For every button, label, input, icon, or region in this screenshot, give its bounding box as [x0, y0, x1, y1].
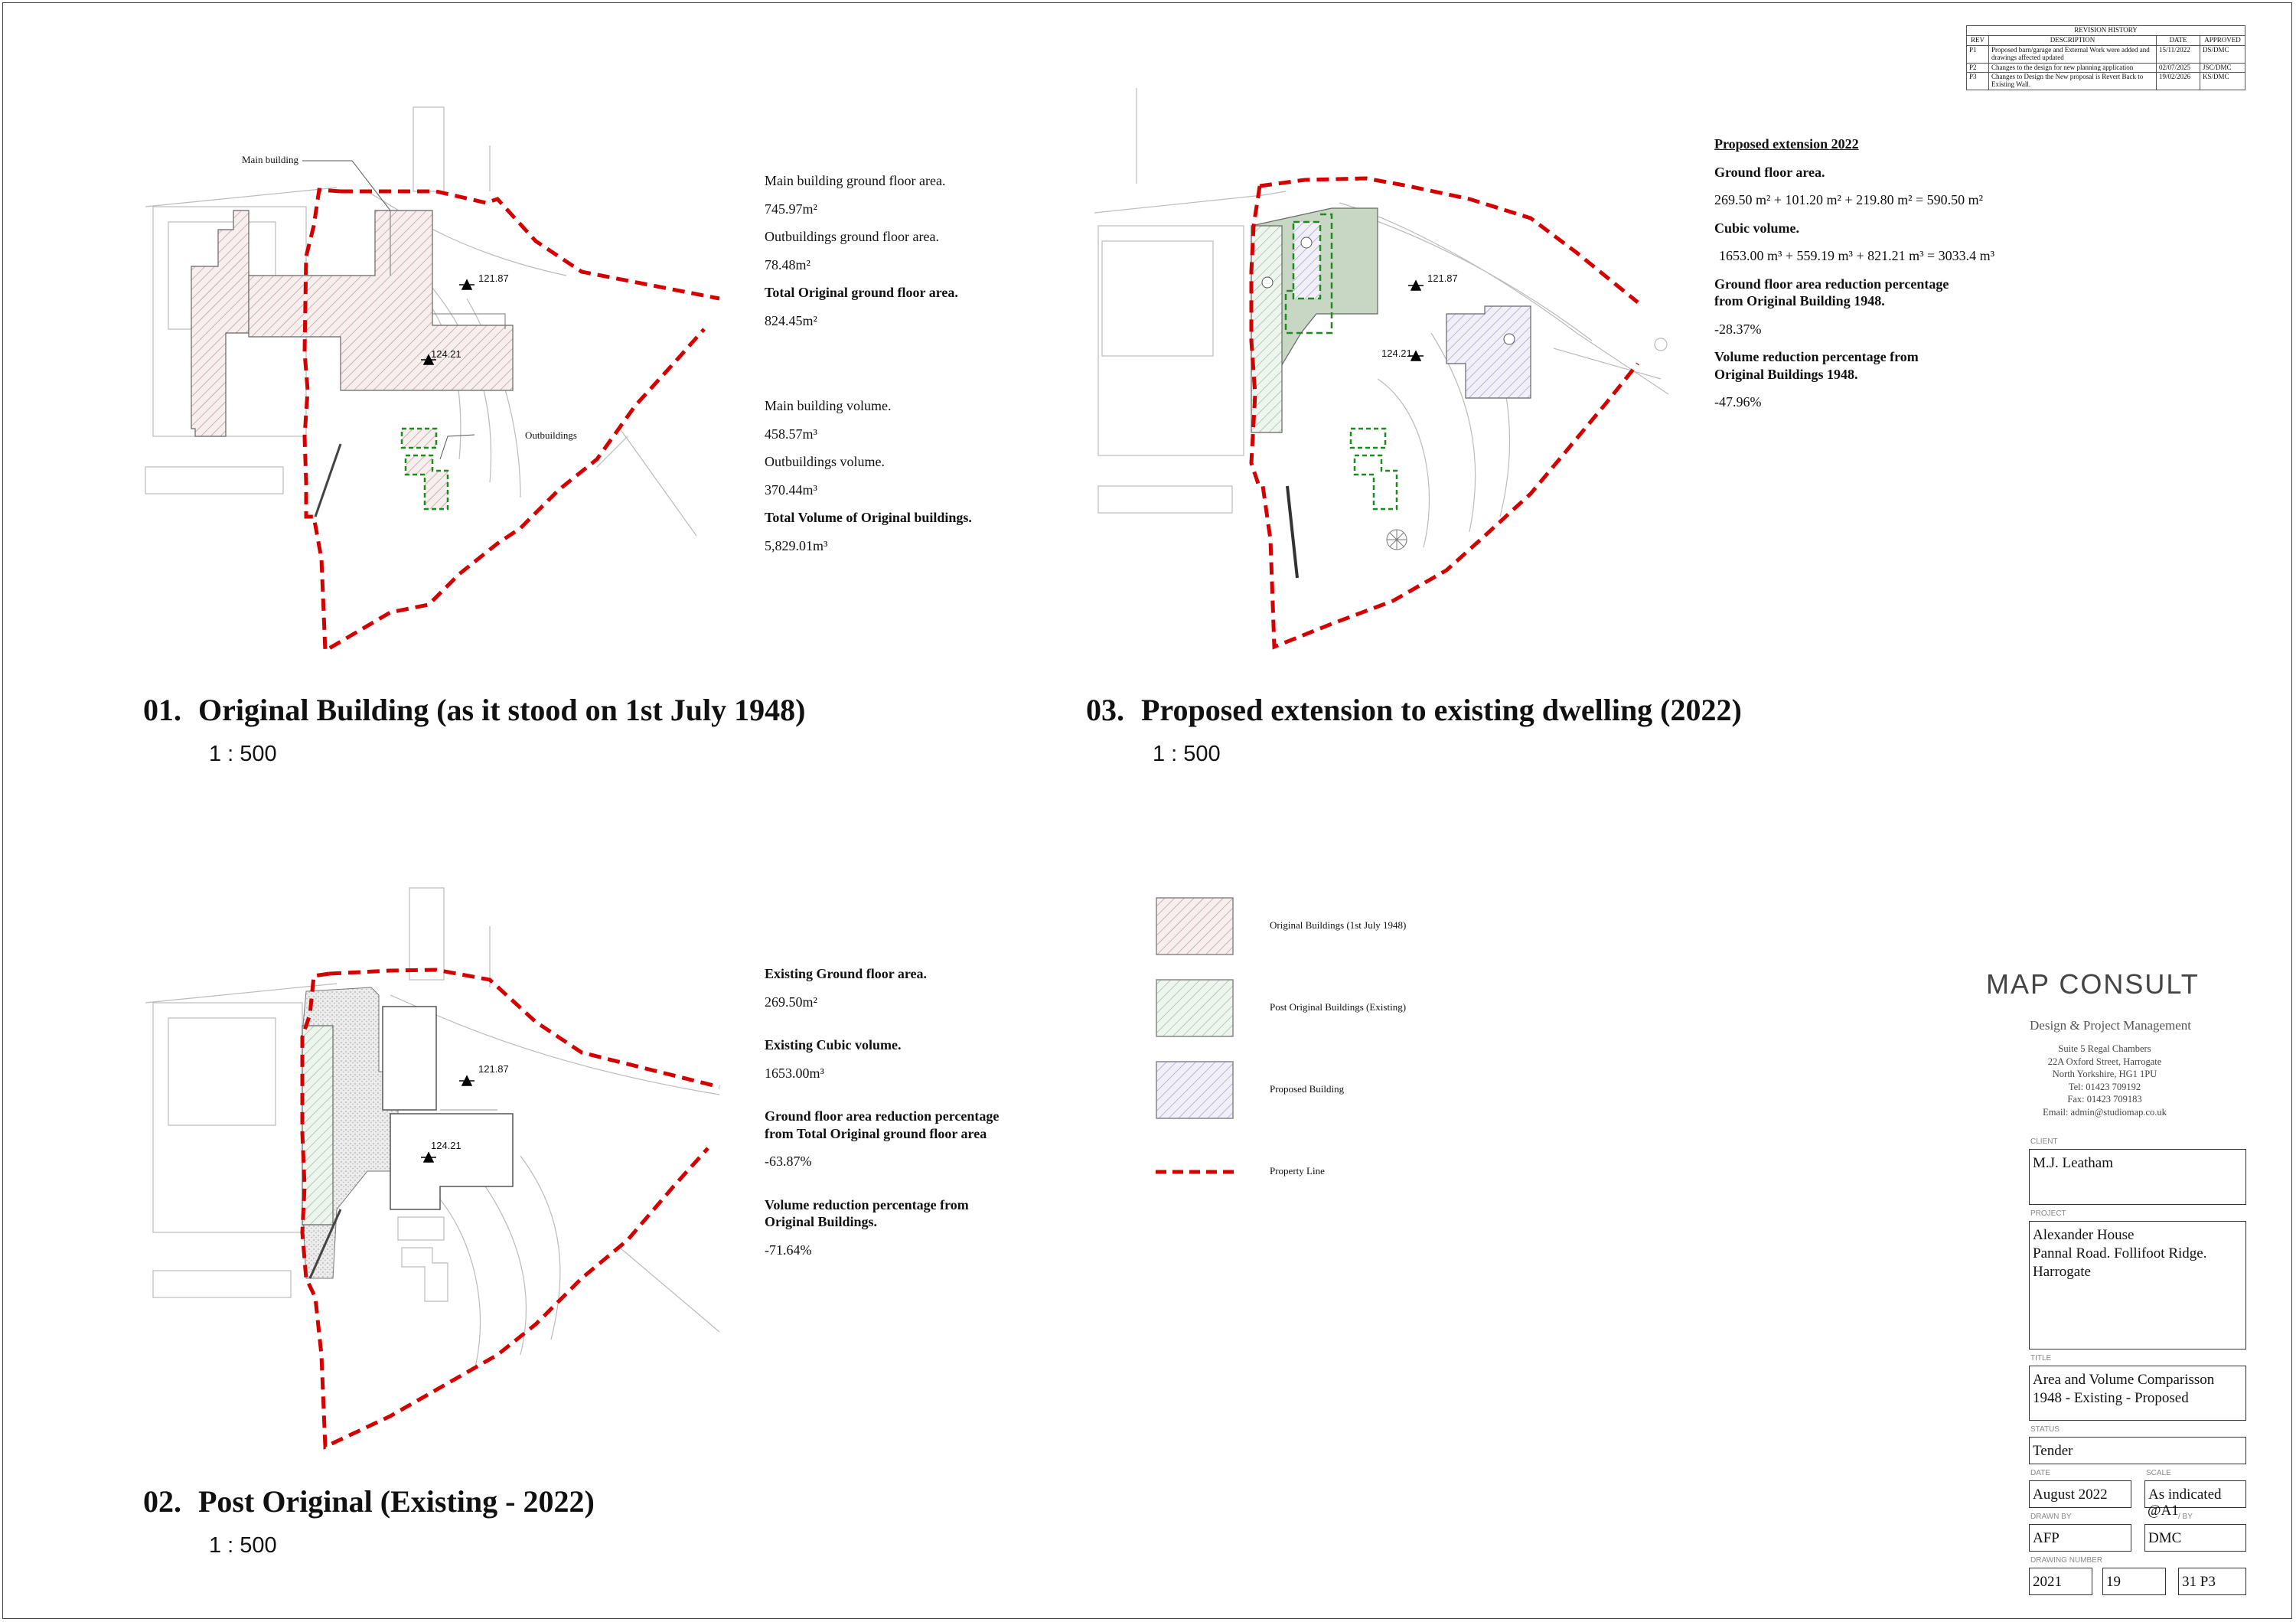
view-number: 02. [143, 1484, 181, 1519]
project-line: Alexander House [2033, 1227, 2135, 1243]
revision-row [1967, 45, 2245, 63]
client-caption: CLIENT [2030, 1137, 2058, 1146]
revision-description: Changes to Design the New proposal is Revert Back to Existing Wall. [1989, 73, 2157, 90]
company-subtitle: Design & Project Management [2030, 1018, 2192, 1033]
checked-by-caption: / BY [2178, 1513, 2193, 1521]
note-label: Total Volume of Original buildings. [765, 510, 972, 525]
legend-swatches [1156, 897, 1235, 1127]
spot-level-121-87: 121.87 [1427, 273, 1458, 284]
drawing-title-line: Area and Volume Comparisson [2033, 1372, 2215, 1388]
note-value: -63.87% [765, 1154, 812, 1169]
revision-row [1967, 63, 2245, 73]
note-value: -71.64% [765, 1242, 812, 1258]
scale-sheet-size: @A1 [2148, 1503, 2179, 1519]
marker-a-icon [1262, 277, 1273, 288]
legend-swatch-post-original [1156, 980, 1233, 1036]
note-label: Ground floor area. [1714, 164, 1825, 180]
note-label: Cubic volume. [1714, 220, 1800, 236]
note-value: 78.48m² [765, 256, 810, 273]
revision-description: Proposed barn/garage and External Work were added and drawings affected updated [1989, 45, 2157, 63]
date-caption: DATE [2030, 1469, 2050, 1477]
site-plan-existing-2022 [138, 880, 735, 1462]
revision-date: 02/07/2025 [2157, 63, 2200, 73]
view03-notes [1714, 135, 2020, 422]
spot-level-124-21: 124.21 [431, 348, 461, 360]
main-building-east-wing [249, 211, 513, 390]
note-label: Outbuildings volume. [765, 454, 885, 469]
address-line: 22A Oxford Street, Harrogate [2047, 1056, 2162, 1067]
note-label: Total Original ground floor area. [765, 285, 958, 300]
existing-east-block [383, 1007, 436, 1110]
drawing-title-line: 1948 - Existing - Proposed [2033, 1389, 2189, 1406]
project-line: Pannal Road. Follifoot Ridge. [2033, 1245, 2207, 1261]
note-label: from Total Original ground floor area [765, 1125, 987, 1141]
date-header: DATE [2157, 35, 2200, 45]
note-label: Ground floor area reduction percentage [765, 1108, 1000, 1124]
legend-property-line-swatch [1156, 1167, 1235, 1177]
note-value: 1653.00m³ [765, 1065, 824, 1081]
note-value: 824.45m² [765, 312, 817, 328]
revision-date: 15/11/2022 [2157, 45, 2200, 63]
view-number: 01. [143, 693, 181, 727]
note-label: Original Buildings 1948. [1714, 366, 1858, 382]
main-building-west-wing [191, 211, 249, 436]
legend-label-proposed: Proposed Building [1270, 1083, 1345, 1095]
outbuilding-2 [1355, 455, 1397, 509]
legend-swatch-original [1156, 898, 1233, 955]
drawing-number-part: 31 P3 [2182, 1574, 2216, 1590]
existing-south-block [390, 1114, 513, 1209]
label-outbuildings: Outbuildings [525, 429, 577, 441]
label-main-building: Main building [242, 154, 299, 165]
drawing-number-series [2102, 1568, 2166, 1595]
note-label: Existing Cubic volume. [765, 1037, 902, 1053]
tree-symbol [1387, 530, 1407, 550]
address-line: Suite 5 Regal Chambers [2058, 1043, 2151, 1054]
view02-title [143, 1483, 595, 1519]
view03-title [1086, 692, 1742, 728]
note-heading: Proposed extension 2022 [1714, 136, 1859, 152]
company-logo: MAP CONSULT [1986, 968, 2200, 1000]
leader-line [302, 161, 390, 211]
revision-date: 19/02/2026 [2157, 73, 2200, 90]
client-field [2029, 1149, 2246, 1205]
revision-history-title: REVISION HISTORY [1967, 26, 2245, 36]
proposed-building [1446, 306, 1531, 398]
revision-approved: JSC/DMC [2200, 63, 2245, 73]
status-caption: STATUS [2030, 1425, 2060, 1434]
scale-value: As indicated [2148, 1487, 2222, 1503]
note-value: 5,829.01m³ [765, 537, 828, 553]
leader-line [440, 435, 475, 459]
address-line: North Yorkshire, HG1 1PU [2052, 1069, 2157, 1079]
note-label: from Original Building 1948. [1714, 293, 1885, 308]
note-label: Outbuildings ground floor area. [765, 229, 939, 244]
note-label: Main building volume. [765, 398, 892, 413]
status-value: Tender [2033, 1443, 2073, 1459]
note-value: 745.97m² [765, 201, 817, 217]
outbuilding-1 [1351, 429, 1385, 448]
note-value: 458.57m³ [765, 426, 817, 442]
view02-notes [765, 965, 1071, 1269]
revision-approved: DS/DMC [2200, 45, 2245, 63]
drawing-number-project [2029, 1568, 2092, 1595]
view01-volume-notes [765, 397, 1032, 565]
project-field [2029, 1221, 2246, 1349]
drawing-title-field [2029, 1366, 2246, 1421]
note-value: 1653.00 m³ + 559.19 m³ + 821.21 m³ = 3033.4 m³ [1719, 248, 1995, 263]
client-value: M.J. Leatham [2033, 1155, 2114, 1171]
view01-area-notes [765, 172, 1032, 340]
view03-scale: 1 : 500 [1153, 742, 1221, 766]
project-caption: PROJECT [2030, 1209, 2066, 1218]
status-field [2029, 1437, 2246, 1464]
note-label: Existing Ground floor area. [765, 966, 928, 981]
note-value: 269.50m² [765, 994, 817, 1010]
spot-level-121-87: 121.87 [478, 1063, 509, 1075]
date-value: August 2022 [2033, 1487, 2108, 1503]
note-label: Volume reduction percentage from [1714, 349, 1919, 364]
revision-rev: P2 [1967, 63, 1989, 73]
address-line: Email: admin@studiomap.co.uk [2043, 1106, 2167, 1118]
revision-history-table [1966, 25, 2245, 90]
marker-c-icon [1504, 334, 1515, 344]
proposed-link-block [1293, 222, 1320, 299]
note-label: Main building ground floor area. [765, 173, 946, 188]
legend-swatch-proposed [1156, 1062, 1233, 1118]
outbuilding-2 [406, 455, 448, 509]
drawn-by-caption: DRAWN BY [2030, 1513, 2072, 1521]
note-value: -28.37% [1714, 321, 1762, 337]
note-value: 269.50 m² + 101.20 m² + 219.80 m² = 590.50 m² [1714, 192, 1984, 207]
site-plan-original-1948 [138, 100, 735, 666]
rev-header: REV [1967, 35, 1989, 45]
view01-title [143, 692, 805, 728]
view-title-text: Post Original (Existing - 2022) [198, 1484, 595, 1519]
spot-level-124-21: 124.21 [1381, 348, 1412, 359]
view-number: 03. [1086, 693, 1124, 727]
address-line: Fax: 01423 709183 [2067, 1094, 2142, 1105]
view-title-text: Original Building (as it stood on 1st July 1948) [198, 693, 806, 727]
drawing-number-sheet [2178, 1568, 2246, 1595]
title-caption: TITLE [2030, 1354, 2052, 1363]
note-label: Volume reduction percentage from [765, 1196, 969, 1212]
address-line: Tel: 01423 709192 [2068, 1081, 2141, 1092]
checked-by-field [2144, 1524, 2246, 1552]
legend-label-original: Original Buildings (1st July 1948) [1270, 919, 1407, 931]
company-address [2020, 1043, 2189, 1118]
spot-level-124-21: 124.21 [431, 1140, 461, 1151]
drawing-number-part: 19 [2106, 1574, 2121, 1590]
existing-west-wing [302, 1026, 333, 1225]
drawing-number-part: 2021 [2033, 1574, 2062, 1590]
spot-level-121-87: 121.87 [478, 273, 509, 284]
date-field [2029, 1480, 2131, 1508]
revision-row [1967, 73, 2245, 90]
approved-header: APPROVED [2200, 35, 2245, 45]
outbuilding-1 [402, 429, 436, 448]
context-lines [1094, 88, 1668, 547]
checked-by-value: DMC [2148, 1530, 2182, 1546]
note-label: Original Buildings. [765, 1214, 878, 1229]
view02-scale: 1 : 500 [209, 1533, 277, 1558]
note-value: 370.44m³ [765, 481, 817, 498]
project-line: Harrogate [2033, 1263, 2091, 1280]
drawn-by-field [2029, 1524, 2131, 1552]
revision-approved: KS/DMC [2200, 73, 2245, 90]
drawing-number-caption: DRAWING NUMBER [2030, 1556, 2103, 1565]
marker-b-icon [1301, 237, 1312, 248]
scale-caption: SCALE [2146, 1469, 2171, 1477]
revision-description: Changes to the design for new planning application [1989, 63, 2157, 73]
legend-label-post-original: Post Original Buildings (Existing) [1270, 1001, 1407, 1013]
description-header: DESCRIPTION [1989, 35, 2157, 45]
note-value: -47.96% [1714, 394, 1762, 410]
note-label: Ground floor area reduction percentage [1714, 276, 1949, 292]
site-plan-proposed-2022 [1087, 88, 1684, 670]
revision-rev: P1 [1967, 45, 1989, 63]
view01-scale: 1 : 500 [209, 742, 277, 766]
revision-rev: P3 [1967, 73, 1989, 90]
drawn-by-value: AFP [2033, 1530, 2060, 1546]
legend-label-property-line: Property Line [1270, 1165, 1325, 1177]
view-title-text: Proposed extension to existing dwelling (2022) [1141, 693, 1742, 727]
